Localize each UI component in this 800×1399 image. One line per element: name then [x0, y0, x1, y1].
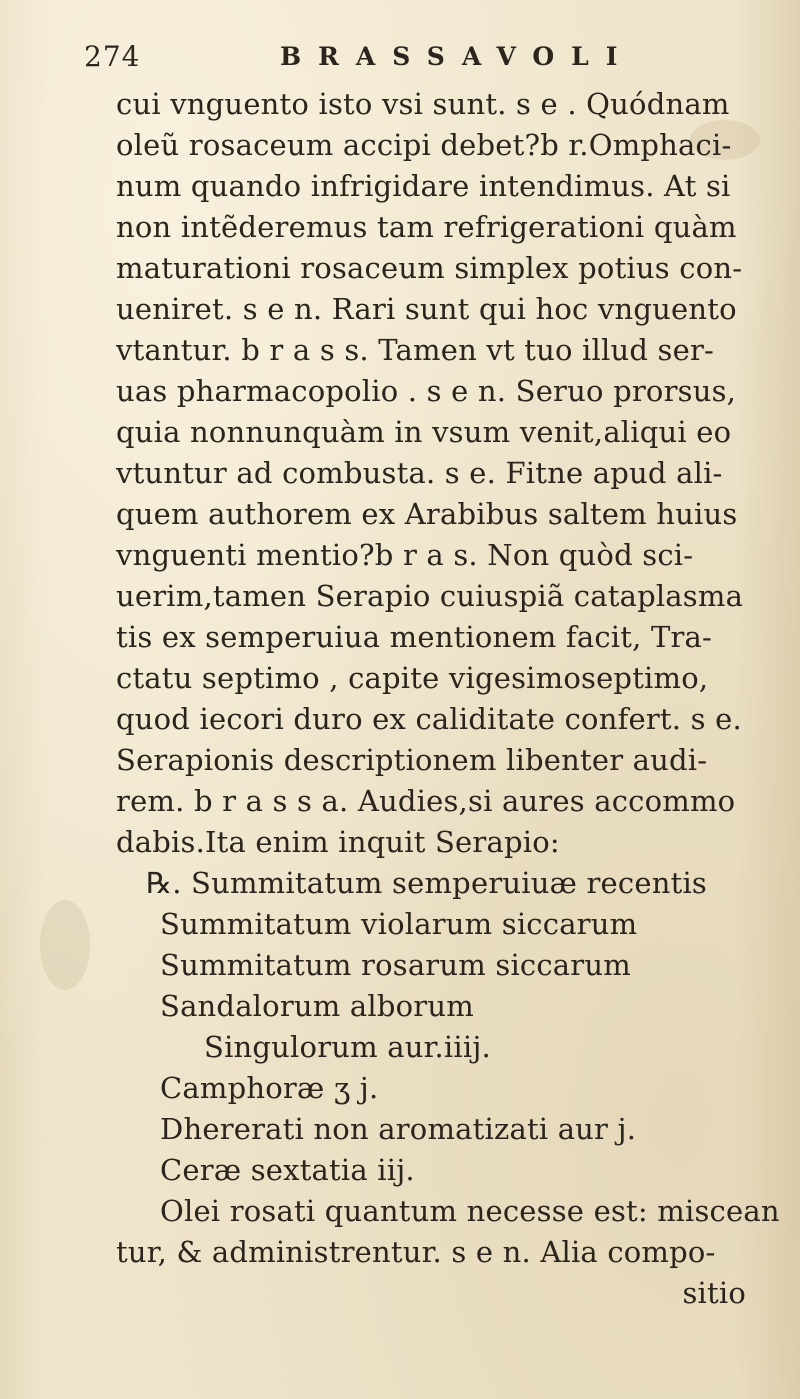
recipe-line: Camphoræ ʒ j.: [160, 1071, 379, 1105]
recipe-line: Summitatum rosarum siccarum: [160, 948, 631, 982]
recipe-line: Singulorum aur.iiij.: [204, 1030, 491, 1064]
recipe-line: Ceræ sextatia iij.: [160, 1153, 415, 1187]
text-line: vtuntur ad combusta. s e. Fitne apud ali-: [116, 456, 723, 490]
recipe-line: Summitatum violarum siccarum: [160, 907, 638, 941]
running-head: BRASSAVOLI: [280, 42, 635, 71]
text-line: uerim,tamen Serapio cuiuspiã cataplasma: [116, 579, 744, 613]
paper-stain: [40, 900, 90, 990]
text-line: non intẽderemus tam refrigerationi quàm: [116, 210, 737, 244]
text-line: quod iecori duro ex caliditate confert. s e.: [116, 702, 742, 736]
text-line: tur, & administrentur. s e n. Alia compo-: [116, 1235, 716, 1269]
text-line: quia nonnunquàm in vsum venit,aliqui eo: [116, 415, 732, 449]
text-line: quem authorem ex Arabibus saltem huius: [116, 497, 738, 531]
text-line: oleũ rosaceum accipi debet?b r.Omphaci-: [116, 128, 732, 162]
recipe-line: Sandalorum alborum: [160, 989, 474, 1023]
text-line: Serapionis descriptionem libenter audi-: [116, 743, 708, 777]
text-line: ctatu septimo , capite vigesimoseptimo,: [116, 661, 709, 695]
page-number: 274: [84, 40, 141, 73]
main-text: [116, 84, 780, 1314]
text-line: uas pharmacopolio . s e n. Seruo prorsus,: [116, 374, 737, 408]
recipe-line: Olei rosati quantum necesse est: miscean: [160, 1194, 780, 1228]
page-header: [84, 38, 724, 78]
catchword: sitio: [682, 1276, 746, 1310]
text-line: cui vnguento isto vsi sunt. s e . Quódnam: [116, 87, 730, 121]
text-line: num quando infrigidare intendimus. At si: [116, 169, 731, 203]
text-line: rem. b r a s s a. Audies,si aures accommo: [116, 784, 736, 818]
text-line: tis ex semperuiua mentionem facit, Tra-: [116, 620, 713, 654]
text-line: maturationi rosaceum simplex potius con-: [116, 251, 743, 285]
text-line: vnguenti mentio?b r a s. Non quòd sci-: [116, 538, 694, 572]
text-line: dabis.Ita enim inquit Serapio:: [116, 825, 560, 859]
text-line: vtantur. b r a s s. Tamen vt tuo illud ser-: [116, 333, 715, 367]
recipe-line: Dhererati non aromatizati aur j.: [160, 1112, 637, 1146]
recipe-line: ℞. Summitatum semperuiuæ recentis: [146, 866, 707, 900]
text-line: ueniret. s e n. Rari sunt qui hoc vnguento: [116, 292, 737, 326]
